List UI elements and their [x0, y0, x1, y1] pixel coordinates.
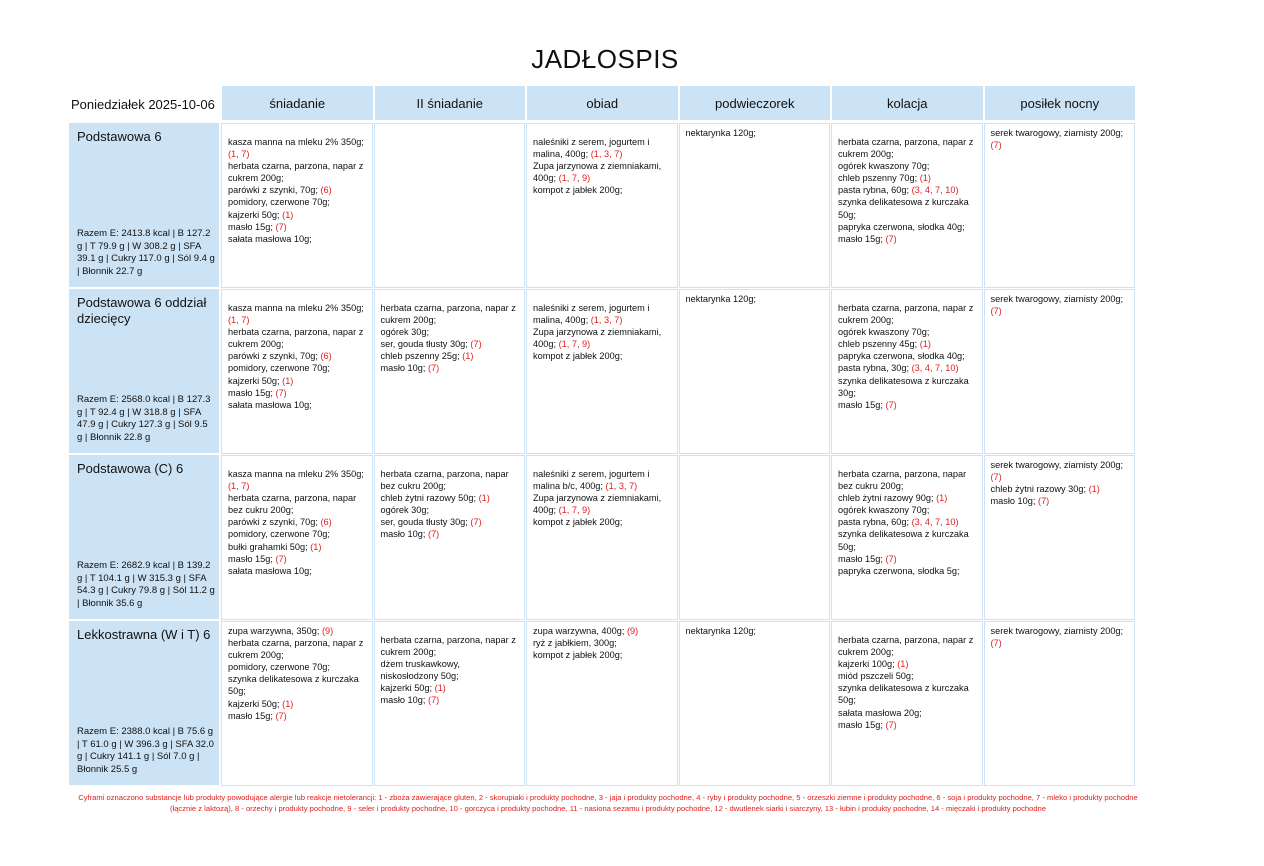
food-item: ogórek 30g;	[380, 327, 430, 338]
food-item: sałata masłowa 10g;	[228, 565, 312, 576]
food-item: nektarynka 120g;	[685, 128, 756, 138]
food-item: masło 15g;	[838, 719, 883, 730]
allergen-codes: (1, 7, 9)	[558, 505, 591, 516]
food-item: kajzerki 50g;	[380, 683, 433, 694]
food-item: masło 10g;	[380, 363, 426, 374]
food-item: chleb żytni razowy 30g;	[990, 484, 1086, 495]
meal-header-second-breakfast: II śniadanie	[375, 86, 526, 120]
food-item: masło 15g;	[838, 553, 883, 564]
allergen-codes: (1, 3, 7)	[590, 315, 623, 326]
food-item: sałata masłowa 10g;	[228, 399, 312, 410]
meal-cell	[221, 621, 373, 786]
allergen-codes: (7)	[885, 553, 897, 564]
meal-cell	[221, 455, 373, 620]
meal-cell	[526, 455, 678, 620]
diet-name: Podstawowa 6	[77, 129, 162, 144]
meal-cell	[984, 621, 1136, 786]
food-item: parówki z szynki, 70g;	[228, 185, 318, 196]
allergen-codes: (1)	[897, 659, 909, 670]
food-item: naleśniki z serem, jogurtem i malina, 400g;	[533, 137, 650, 160]
food-item: nektarynka 120g;	[685, 626, 756, 636]
food-item: masło 10g;	[990, 496, 1036, 507]
allergen-codes: (7)	[885, 233, 897, 244]
allergen-codes: (1, 7)	[228, 149, 250, 160]
allergen-codes: (3, 4, 7, 10)	[911, 363, 959, 374]
meal-header-snack: podwieczorek	[680, 86, 831, 120]
allergen-codes: (1, 7)	[228, 481, 250, 492]
meal-cell	[374, 455, 526, 620]
food-item: Zupa jarzynowa z ziemniakami, 400g;	[533, 493, 662, 516]
food-item: nektarynka 120g;	[685, 294, 756, 304]
food-item: dżem truskawkowy, niskosłodzony 50g;	[380, 659, 460, 682]
meal-cell	[374, 289, 526, 454]
meal-cell	[984, 289, 1136, 454]
allergen-codes: (1)	[282, 209, 294, 220]
meal-cell	[221, 289, 373, 454]
food-item: herbata czarna, parzona, napar z cukrem 200g;	[838, 635, 974, 658]
food-item: serek twarogowy, ziarnisty 200g;	[990, 294, 1124, 304]
diet-name: Podstawowa (C) 6	[77, 461, 184, 476]
allergen-codes: (1)	[919, 173, 931, 184]
allergen-codes: (7)	[428, 363, 440, 374]
food-item: kompot z jabłek 200g;	[533, 517, 623, 528]
food-item: herbata czarna, parzona, napar z cukrem 200g;	[380, 303, 516, 326]
food-item: chleb pszenny 70g;	[838, 173, 918, 184]
meal-cell	[526, 289, 678, 454]
allergen-codes: (7)	[990, 306, 1002, 317]
allergen-codes: (7)	[990, 472, 1002, 483]
allergen-codes: (1, 7)	[228, 315, 250, 326]
food-item: kasza manna na mleku 2% 350g;	[228, 137, 364, 147]
food-item: masło 10g;	[380, 529, 426, 540]
food-item: serek twarogowy, ziarnisty 200g;	[990, 626, 1124, 636]
diet-nutrition-totals: Razem E: 2682.9 kcal | B 139.2 g | T 104.1 g | W 315.3 g | SFA 54.3 g | Cukry 79.8 g | Sól 11.2 g | Błonnik 35.6 g	[77, 560, 215, 609]
food-item: chleb pszenny 25g;	[380, 351, 460, 362]
food-item: pasta rybna, 60g;	[838, 185, 909, 196]
allergen-codes: (6)	[320, 185, 332, 196]
allergen-codes: (1)	[282, 375, 294, 386]
food-item: parówki z szynki, 70g;	[228, 517, 318, 528]
allergen-codes: (7)	[428, 695, 440, 706]
food-item: szynka delikatesowa z kurczaka 50g;	[838, 197, 969, 220]
allergen-codes: (7)	[885, 399, 897, 410]
food-item: papryka czerwona, słodka 40g;	[838, 351, 965, 362]
allergen-codes: (1)	[478, 493, 490, 504]
date-label: Poniedziałek 2025-10-06	[71, 96, 215, 112]
food-item: pomidory, czerwone 70g;	[228, 662, 330, 673]
allergen-codes: (1)	[310, 541, 322, 552]
diet-nutrition-totals: Razem E: 2388.0 kcal | B 75.6 g | T 61.0 g | W 396.3 g | SFA 32.0 g | Cukry 141.1 g | Sól 7.0 g | Błonnik 25.5 g	[77, 726, 214, 775]
allergen-codes: (7)	[885, 719, 897, 730]
meal-cell	[374, 621, 526, 786]
allergen-codes: (7)	[275, 221, 287, 232]
diet-row-header	[69, 455, 219, 619]
allergen-codes: (1, 3, 7)	[590, 149, 623, 160]
meal-cell	[526, 123, 678, 288]
food-item: kajzerki 50g;	[228, 375, 280, 386]
meal-cell	[679, 455, 831, 620]
allergen-codes: (7)	[990, 140, 1002, 151]
food-item: masło 15g;	[838, 399, 883, 410]
allergen-codes: (7)	[1038, 496, 1050, 507]
page-title: JADŁOSPIS	[531, 44, 679, 74]
diet-name: Lekkostrawna (W i T) 6	[77, 627, 211, 642]
food-item: kasza manna na mleku 2% 350g;	[228, 303, 364, 313]
meal-header-night: posiłek nocny	[985, 86, 1136, 120]
food-item: zupa warzywna, 400g;	[533, 626, 625, 636]
allergen-codes: (1)	[1088, 484, 1100, 495]
allergen-codes: (7)	[470, 517, 482, 528]
food-item: kajzerki 50g;	[228, 209, 280, 220]
food-item: szynka delikatesowa z kurczaka 50g;	[228, 674, 359, 697]
food-item: zupa warzywna, 350g;	[228, 626, 320, 636]
food-item: masło 15g;	[838, 233, 883, 244]
food-item: szynka delikatesowa z kurczaka 50g;	[838, 683, 969, 706]
allergen-codes: (1)	[919, 339, 931, 350]
diet-row-header	[69, 123, 219, 287]
food-item: herbata czarna, parzona, napar z cukrem 200g;	[228, 327, 364, 350]
meal-header-dinner: kolacja	[832, 86, 983, 120]
food-item: kompot z jabłek 200g;	[533, 351, 623, 362]
food-item: ser, gouda tłusty 30g;	[380, 517, 468, 528]
allergen-codes: (1, 3, 7)	[605, 481, 638, 492]
food-item: masło 15g;	[228, 387, 273, 398]
allergen-codes: (3, 4, 7, 10)	[911, 517, 959, 528]
allergen-codes: (7)	[275, 387, 287, 398]
food-item: pasta rybna, 30g;	[838, 363, 909, 374]
allergen-codes: (1, 7, 9)	[558, 339, 591, 350]
food-item: serek twarogowy, ziarnisty 200g;	[990, 460, 1124, 470]
food-item: ogórek 30g;	[380, 505, 430, 516]
meal-cell	[679, 123, 831, 288]
food-item: kajzerki 50g;	[228, 698, 280, 709]
allergen-codes: (7)	[428, 529, 440, 540]
food-item: herbata czarna, parzona, napar z cukrem 200g;	[838, 303, 974, 326]
food-item: chleb pszenny 45g;	[838, 339, 918, 350]
diet-name: Podstawowa 6 oddział dziecięcy	[77, 295, 207, 326]
diet-nutrition-totals: Razem E: 2568.0 kcal | B 127.3 g | T 92.4 g | W 318.8 g | SFA 47.9 g | Cukry 127.3 g | Sól 9.5 g | Błonnik 22.8 g	[77, 394, 211, 443]
diet-row-header	[69, 621, 219, 785]
food-item: chleb żytni razowy 90g;	[838, 493, 934, 504]
food-item: parówki z szynki, 70g;	[228, 351, 318, 362]
menu-table	[69, 86, 1136, 786]
meal-cell	[374, 123, 526, 288]
allergen-codes: (1, 7, 9)	[558, 173, 591, 184]
food-item: pasta rybna, 60g;	[838, 517, 909, 528]
food-item: herbata czarna, parzona, napar z cukrem 200g;	[838, 137, 974, 160]
allergen-codes: (6)	[320, 517, 332, 528]
meal-header-breakfast: śniadanie	[222, 86, 373, 120]
allergen-codes: (9)	[321, 626, 334, 636]
food-item: sałata masłowa 10g;	[228, 233, 312, 244]
allergen-codes: (1)	[282, 698, 294, 709]
food-item: masło 15g;	[228, 553, 273, 564]
food-item: miód pszczeli 50g;	[838, 671, 914, 682]
meal-cell	[679, 289, 831, 454]
food-item: bułki grahamki 50g;	[228, 541, 308, 552]
meal-cell	[831, 123, 983, 288]
food-item: ser, gouda tłusty 30g;	[380, 339, 468, 350]
allergen-codes: (7)	[275, 710, 287, 721]
food-item: herbata czarna, parzona, napar bez cukru 200g;	[228, 493, 357, 516]
food-item: papryka czerwona, słodka 40g;	[838, 221, 965, 232]
food-item: ogórek kwaszony 70g;	[838, 161, 930, 172]
food-item: herbata czarna, parzona, napar z cukrem 200g;	[380, 635, 516, 658]
food-item: szynka delikatesowa z kurczaka 50g;	[838, 529, 969, 552]
food-item: herbata czarna, parzona, napar bez cukru 200g;	[838, 469, 967, 492]
food-item: ogórek kwaszony 70g;	[838, 505, 930, 516]
food-item: pomidory, czerwone 70g;	[228, 197, 330, 208]
food-item: serek twarogowy, ziarnisty 200g;	[990, 128, 1124, 138]
food-item: masło 10g;	[380, 695, 426, 706]
meal-cell	[831, 289, 983, 454]
food-item: kompot z jabłek 200g;	[533, 650, 623, 661]
allergen-codes: (1)	[434, 683, 446, 694]
food-item: naleśniki z serem, jogurtem i malina, 400g;	[533, 303, 650, 326]
food-item: papryka czerwona, słodka 5g;	[838, 565, 960, 576]
meal-cell	[831, 621, 983, 786]
meal-cell	[679, 621, 831, 786]
allergen-codes: (1)	[936, 493, 948, 504]
food-item: pomidory, czerwone 70g;	[228, 529, 330, 540]
meal-header-lunch: obiad	[527, 86, 678, 120]
food-item: herbata czarna, parzona, napar bez cukru 200g;	[380, 469, 509, 492]
diet-nutrition-totals: Razem E: 2413.8 kcal | B 127.2 g | T 79.9 g | W 308.2 g | SFA 39.1 g | Cukry 117.0 g | Sól 9.4 g | Błonnik 22.7 g	[77, 228, 215, 277]
food-item: ryż z jabłkiem, 300g;	[533, 638, 617, 649]
food-item: herbata czarna, parzona, napar z cukrem 200g;	[228, 638, 364, 661]
allergen-codes: (7)	[990, 638, 1002, 649]
meal-cell	[984, 455, 1136, 620]
food-item: sałata masłowa 20g;	[838, 707, 922, 718]
meal-cell	[831, 455, 983, 620]
food-item: naleśniki z serem, jogurtem i malina b/c, 400g;	[533, 469, 650, 492]
food-item: masło 15g;	[228, 221, 273, 232]
food-item: kajzerki 100g;	[838, 659, 895, 670]
allergen-codes: (7)	[275, 553, 287, 564]
allergen-codes: (6)	[320, 351, 332, 362]
meal-cell	[526, 621, 678, 786]
food-item: pomidory, czerwone 70g;	[228, 363, 330, 374]
allergen-codes: (3, 4, 7, 10)	[911, 185, 959, 196]
food-item: masło 15g;	[228, 710, 273, 721]
meal-cell	[221, 123, 373, 288]
diet-row-header	[69, 289, 219, 453]
food-item: herbata czarna, parzona, napar z cukrem 200g;	[228, 161, 364, 184]
allergen-codes: (9)	[626, 626, 639, 636]
allergen-codes: (7)	[470, 339, 482, 350]
food-item: kasza manna na mleku 2% 350g;	[228, 469, 364, 479]
food-item: chleb żytni razowy 50g;	[380, 493, 476, 504]
food-item: kompot z jabłek 200g;	[533, 185, 623, 196]
meal-cell	[984, 123, 1136, 288]
food-item: ogórek kwaszony 70g;	[838, 327, 930, 338]
allergen-codes: (1)	[462, 351, 474, 362]
food-item: Zupa jarzynowa z ziemniakami, 400g;	[533, 327, 662, 350]
food-item: Zupa jarzynowa z ziemniakami, 400g;	[533, 161, 662, 184]
food-item: szynka delikatesowa z kurczaka 30g;	[838, 375, 969, 398]
allergen-legend: Cyframi oznaczono substancje lub produkty powodujące alergie lub reakcje nietolerancji: 1 - zboża zawierające gluten, 2 - skorupiaki i produkty pochodne, 3 - jaja i produkty pochodne, 4 - ryby i produkty pochodne, 5 - orzeszki ziemne i produkty pochodne, 6 - soja i produkty pochodne, 7 - mleko i produkty pochodne (łącznie z laktozą), 8 - orzechy i produkty pochodne, 9 - seler i produkty pochodne, 10 - gorczyca i produkty pochodne, 11 - nasiona sezamu i produkty pochodne, 12 - dwutlenek siarki i siarczyny, 13 - łubin i produkty pochodne, 14 - mięczaki i produkty pochodne	[78, 793, 1138, 814]
